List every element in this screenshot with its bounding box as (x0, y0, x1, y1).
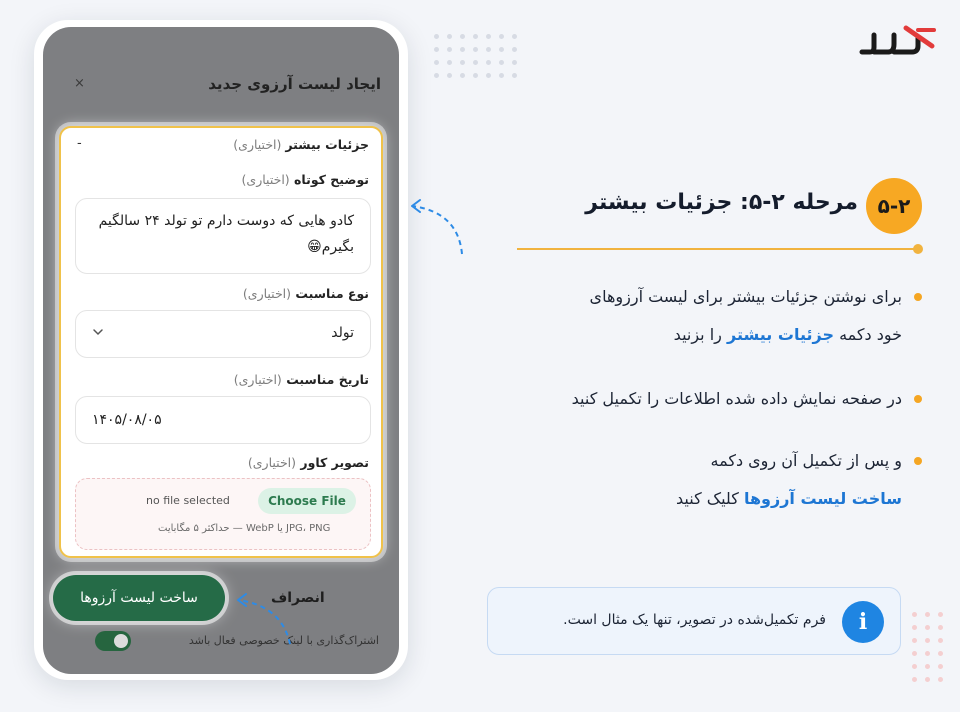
collapse-icon[interactable]: - (77, 136, 82, 151)
occasion-date-value: ۱۴۰۵/۰۸/۰۵ (92, 412, 162, 428)
highlight-more-details: جزئیات بیشتر (726, 325, 834, 344)
create-wishlist-button[interactable]: ساخت لیست آرزوها (53, 575, 225, 621)
step-badge: ۵-۲ (866, 178, 922, 234)
step-title: مرحله ۲-۵: جزئیات بیشتر (585, 190, 858, 215)
list-item: و پس از تکمیل آن روی دکمه ساخت لیست آرزوها کلیک کنید (482, 442, 902, 518)
share-toggle-label: اشتراک‌گذاری با لینک خصوصی فعال باشد (188, 634, 379, 647)
occasion-type-label: نوع مناسبت (اختیاری) (242, 286, 369, 301)
title-divider-dot (913, 244, 923, 254)
cover-image-label: تصویر کاور (اختیاری) (247, 455, 369, 470)
cancel-button[interactable]: انصراف (271, 590, 325, 606)
short-description-input[interactable]: کادو هایی که دوست دارم تو تولد ۲۴ سالگیم بگیرم😁 (75, 198, 371, 274)
occasion-date-label: تاریخ مناسبت (اختیاری) (233, 372, 369, 387)
bullet-dot (914, 395, 922, 403)
occasion-type-value: تولد (331, 325, 354, 341)
list-item: برای نوشتن جزئیات بیشتر برای لیست آرزوهای خود دکمه جزئیات بیشتر را بزنید (482, 278, 902, 354)
bullet-dot (914, 457, 922, 465)
arrow-to-description (412, 206, 462, 254)
info-note (487, 587, 901, 655)
close-icon[interactable]: × (74, 76, 85, 91)
list-item: در صفحه نمایش داده شده اطلاعات را تکمیل کنید (482, 380, 902, 418)
info-text: فرم تکمیل‌شده در تصویر، تنها یک مثال است. (563, 612, 826, 628)
highlight-create-wishlist: ساخت لیست آرزوها (743, 489, 902, 508)
title-divider (517, 248, 919, 250)
info-icon: i (842, 601, 884, 643)
bullet-dot (914, 293, 922, 301)
choose-file-button[interactable]: Choose File (258, 488, 356, 514)
modal-title: ایجاد لیست آرزوی جدید (208, 75, 381, 93)
arrow-head-submit (238, 594, 246, 606)
more-details-title: جزئیات بیشتر (285, 137, 369, 152)
file-hint: JPG، PNG یا WebP — حداکثر ۵ مگابایت (158, 523, 331, 534)
short-description-label: توضیح کوتاه (اختیاری) (241, 172, 369, 187)
optional-tag: (اختیاری) (233, 137, 282, 152)
no-file-text: no file selected (146, 494, 230, 507)
